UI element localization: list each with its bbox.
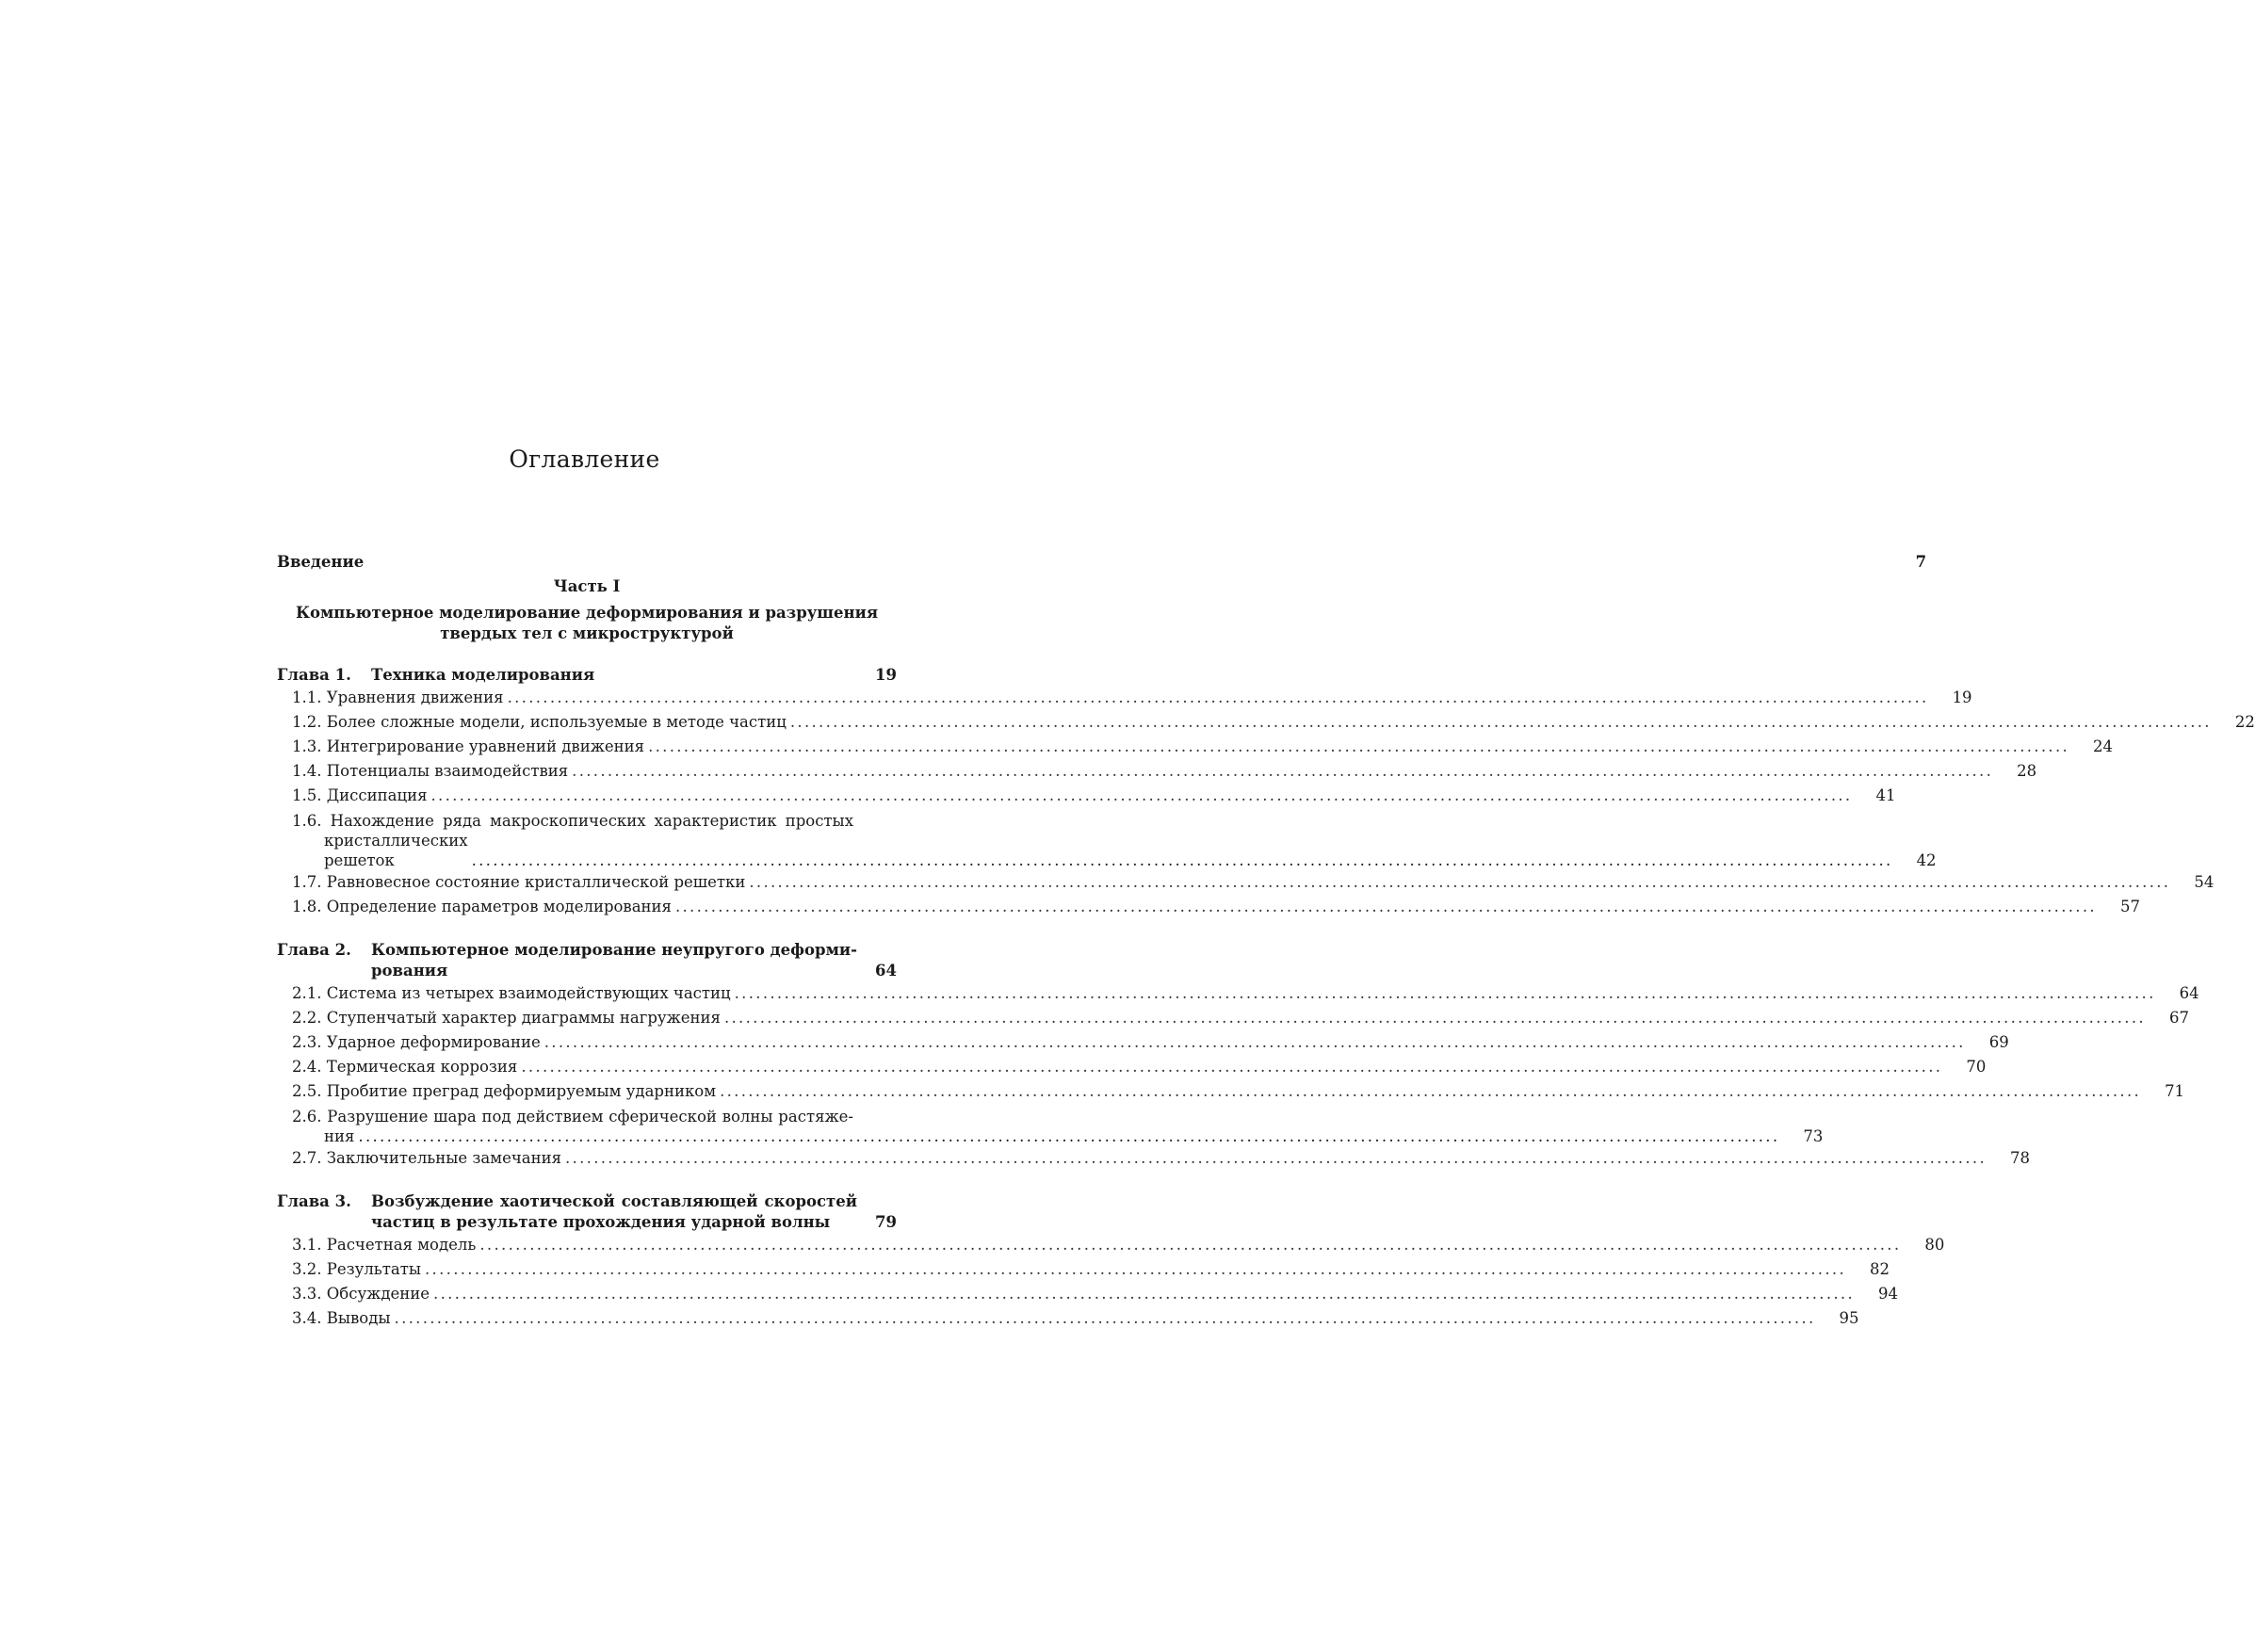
section-title: Диссипация xyxy=(326,786,428,804)
section-page: 95 xyxy=(1839,1309,1859,1327)
section-number: 1.8. xyxy=(292,898,322,915)
dot-leader: ........................................................................................................................................................................................................ xyxy=(479,1236,1902,1254)
section-title: Термическая коррозия xyxy=(326,1058,518,1076)
section-number: 2.6. xyxy=(292,1108,322,1126)
toc-section[interactable] xyxy=(277,735,2114,759)
chapter-title-line2: частиц в результате прохождения ударной волны xyxy=(371,1213,831,1231)
toc-section[interactable] xyxy=(277,1257,1890,1282)
section-title: Более сложные модели, используемые в методе частиц xyxy=(326,713,787,731)
chapter-title-line1: Компьютерное моделирование неупругого деформи- xyxy=(371,941,857,959)
chapter-heading[interactable] xyxy=(277,1191,897,1233)
toc-section[interactable] xyxy=(277,895,2140,919)
section-title: Уравнения движения xyxy=(326,688,504,706)
toc-section[interactable] xyxy=(277,759,2037,784)
section-page: 54 xyxy=(2194,873,2214,891)
section-title: Расчетная модель xyxy=(326,1236,477,1254)
section-number: 2.1. xyxy=(292,984,322,1002)
section-title: Ударное деформирование xyxy=(326,1033,541,1051)
section-number: 3.2. xyxy=(292,1260,322,1278)
dot-leader: ........................................................................................................................................................................................................ xyxy=(789,713,2212,731)
dot-leader: ........................................................................................................................................................................................................ xyxy=(543,1033,1966,1051)
chapter-heading[interactable] xyxy=(277,665,897,686)
toc-section[interactable] xyxy=(277,981,2199,1006)
part-label: Часть I xyxy=(553,577,621,595)
dot-leader: ........................................................................................................................................................................................................ xyxy=(674,898,2097,915)
toc-section[interactable] xyxy=(277,686,1972,710)
toc-section[interactable] xyxy=(277,1079,2185,1104)
toc-section[interactable] xyxy=(277,870,2214,895)
section-title: Ступенчатый характер диаграммы нагружения xyxy=(326,1009,721,1027)
section-page: 71 xyxy=(2165,1082,2185,1100)
section-title: Результаты xyxy=(326,1260,422,1278)
dot-leader: ........................................................................................................................................................................................................ xyxy=(723,1009,2146,1027)
dot-leader: ........................................................................................................................................................................................................ xyxy=(394,1309,1816,1327)
section-number: 2.5. xyxy=(292,1082,322,1100)
chapter-label: Глава 2. xyxy=(277,941,351,959)
section-title-continued: кристаллических решеток xyxy=(324,832,468,869)
section-number: 1.1. xyxy=(292,688,322,706)
section-page: 41 xyxy=(1875,786,1896,804)
section-number: 2.2. xyxy=(292,1009,322,1027)
dot-leader: ........................................................................................................................................................................................................ xyxy=(572,762,1994,780)
dot-leader: ........................................................................................................................................................................................................ xyxy=(433,1285,1856,1303)
dot-leader: ........................................................................................................................................................................................................ xyxy=(720,1082,2142,1100)
section-title: Обсуждение xyxy=(326,1285,430,1303)
toc-section[interactable] xyxy=(277,1306,1859,1331)
section-number: 1.4. xyxy=(292,762,322,780)
dot-leader: ........................................................................................................................................................................................................ xyxy=(648,737,2070,755)
chapter-3 xyxy=(277,1191,1945,1331)
section-number: 3.1. xyxy=(292,1236,322,1254)
section-title: Заключительные замечания xyxy=(326,1149,562,1167)
chapter-title xyxy=(371,940,857,981)
section-number: 1.5. xyxy=(292,786,322,804)
chapter-heading[interactable] xyxy=(277,940,897,981)
section-number: 2.7. xyxy=(292,1149,322,1167)
section-title: Система из четырех взаимодействующих частиц xyxy=(326,984,731,1002)
toc-section[interactable] xyxy=(277,1104,1824,1146)
chapter-title-line2: рования xyxy=(371,962,448,980)
section-title: Равновесное состояние кристаллической решетки xyxy=(326,873,746,891)
dot-leader: ........................................................................................................................................................................................................ xyxy=(358,1127,1780,1145)
toc-section[interactable] xyxy=(277,1233,1945,1257)
section-page: 94 xyxy=(1878,1285,1899,1303)
section-number: 2.3. xyxy=(292,1033,322,1051)
toc-section[interactable] xyxy=(277,710,2255,735)
section-title: Интегрирование уравнений движения xyxy=(326,737,645,755)
entry-title: Введение xyxy=(277,553,365,571)
toc-section[interactable] xyxy=(277,1030,2009,1055)
section-title: Потенциалы взаимодействия xyxy=(326,762,569,780)
section-number: 1.3. xyxy=(292,737,322,755)
section-number: 2.4. xyxy=(292,1058,322,1076)
chapter-title: Техника моделирования xyxy=(371,666,595,684)
section-page: 70 xyxy=(1966,1058,1987,1076)
dot-leader: ........................................................................................................................................................................................................ xyxy=(471,851,1893,869)
toc-section[interactable] xyxy=(277,1006,2189,1030)
chapter-1 xyxy=(277,665,2255,919)
dot-leader: ........................................................................................................................................................................................................ xyxy=(430,786,1853,804)
chapter-page: 79 xyxy=(875,1213,897,1231)
section-page: 73 xyxy=(1803,1127,1824,1145)
section-number: 3.4. xyxy=(292,1309,322,1327)
section-page: 78 xyxy=(2010,1149,2030,1167)
toc-section[interactable] xyxy=(277,808,1937,870)
dot-leader: ........................................................................................................................................................................................................ xyxy=(507,688,1929,706)
dot-leader: ........................................................................................................................................................................................................ xyxy=(565,1149,1987,1167)
dot-leader: ........................................................................................................................................................................................................ xyxy=(521,1058,1943,1076)
section-page: 69 xyxy=(1988,1033,2009,1051)
toc-section[interactable] xyxy=(277,1055,1987,1079)
chapter-page: 64 xyxy=(875,962,897,980)
section-number: 1.6. xyxy=(292,812,322,830)
entry-page: 7 xyxy=(1915,553,1927,571)
section-page: 42 xyxy=(1916,851,1937,869)
section-page: 67 xyxy=(2168,1009,2189,1027)
section-page: 82 xyxy=(1870,1260,1890,1278)
section-title: Разрушение шара под действием сферической волны растяже- xyxy=(327,1108,853,1126)
section-title-continued: ния xyxy=(324,1127,355,1145)
table-of-contents xyxy=(277,550,2255,1331)
section-page: 57 xyxy=(2119,898,2140,915)
section-page: 22 xyxy=(2234,713,2255,731)
section-title: Пробитие преград деформируемым ударником xyxy=(326,1082,717,1100)
toc-section[interactable] xyxy=(277,1146,2030,1171)
chapter-title-line1: Возбуждение хаотической составляющей скоростей xyxy=(371,1192,857,1210)
section-page: 80 xyxy=(1924,1236,1945,1254)
dot-leader: ........................................................................................................................................................................................................ xyxy=(734,984,2156,1002)
dot-leader: ........................................................................................................................................................................................................ xyxy=(749,873,2171,891)
chapter-title xyxy=(371,1191,857,1233)
dot-leader: ........................................................................................................................................................................................................ xyxy=(425,1260,1846,1278)
chapter-page: 19 xyxy=(875,666,897,684)
page-title: Оглавление xyxy=(509,445,660,473)
section-number: 1.7. xyxy=(292,873,322,891)
chapter-2 xyxy=(277,940,2199,1171)
section-title: Нахождение ряда макроскопических характеристик простых xyxy=(330,812,853,830)
section-number: 1.2. xyxy=(292,713,322,731)
section-number: 3.3. xyxy=(292,1285,322,1303)
toc-section[interactable] xyxy=(277,784,1896,808)
toc-section[interactable] xyxy=(277,1282,1899,1306)
section-title: Выводы xyxy=(326,1309,391,1327)
chapter-label: Глава 3. xyxy=(277,1192,351,1210)
section-page: 64 xyxy=(2179,984,2199,1002)
part-title: Компьютерное моделирование деформирования и разрушения твердых тел с микроструктурой xyxy=(295,604,879,642)
section-page: 19 xyxy=(1952,688,1972,706)
section-title: Определение параметров моделирования xyxy=(326,898,672,915)
chapter-label: Глава 1. xyxy=(277,666,351,684)
section-page: 28 xyxy=(2017,762,2037,780)
toc-entry-introduction[interactable] xyxy=(277,550,1927,575)
section-page: 24 xyxy=(2093,737,2114,755)
